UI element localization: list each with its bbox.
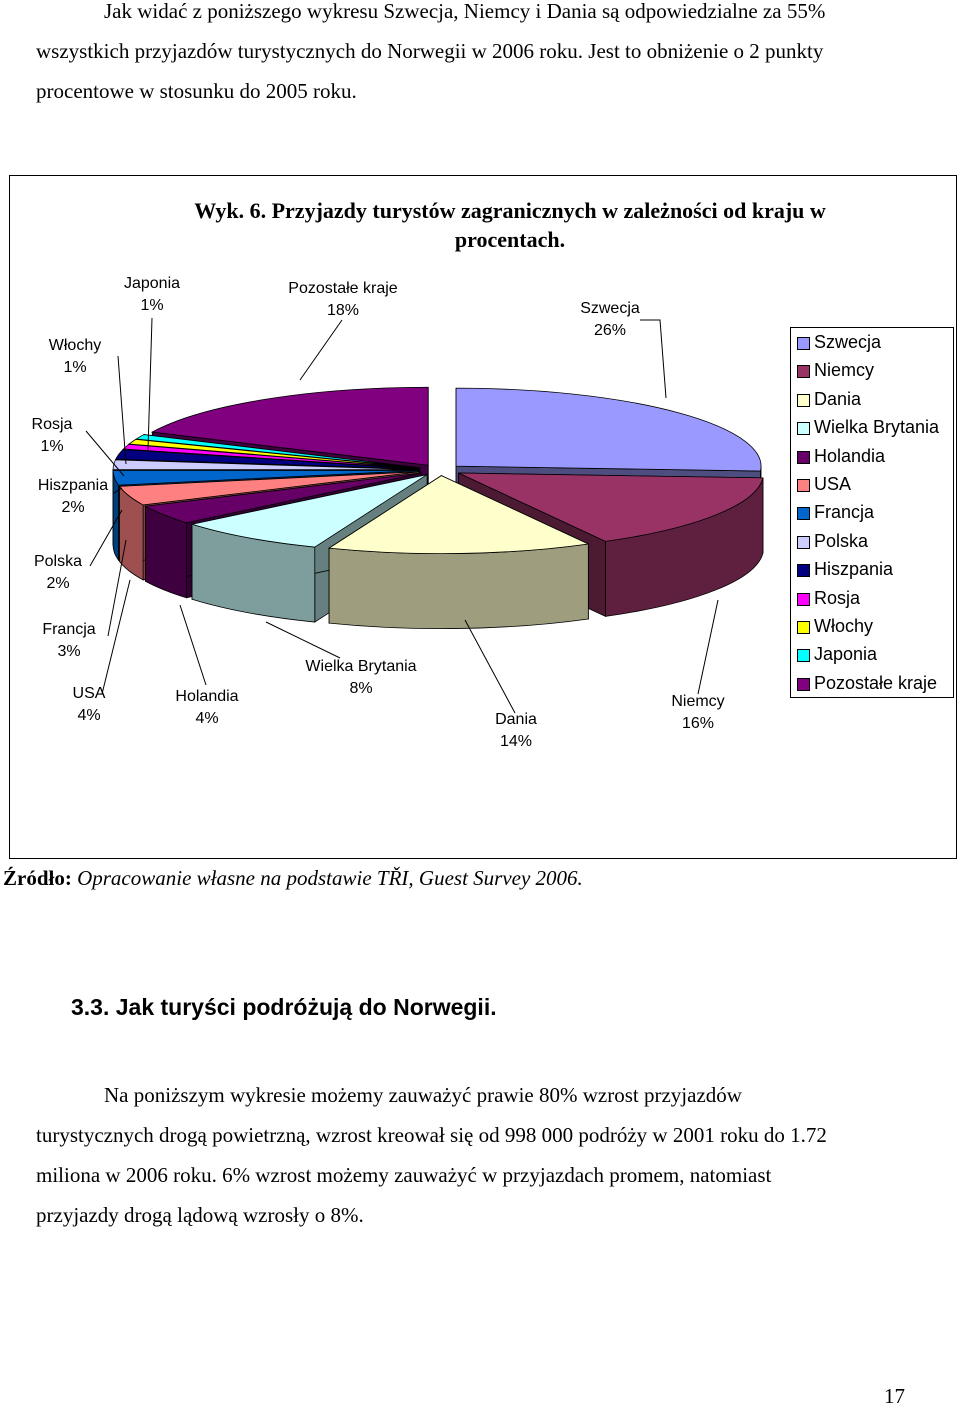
- legend-swatch: [797, 564, 810, 577]
- legend-swatch: [797, 536, 810, 549]
- pie-rim-dania: [329, 544, 588, 629]
- legend-swatch: [797, 451, 810, 464]
- label-holandia: Holandia 4%: [175, 688, 239, 727]
- source-note: [3, 866, 583, 891]
- leader-line-wlochy: [118, 356, 126, 464]
- label-hiszpania: Hiszpania 2%: [37, 477, 109, 516]
- legend-label: USA: [814, 474, 852, 494]
- legend-label: Japonia: [814, 644, 878, 665]
- source-prefix: Źródło:: [3, 866, 72, 890]
- legend-swatch: [797, 678, 810, 691]
- leader-line-holandia: [180, 605, 206, 685]
- label-japonia: Japonia 1%: [123, 275, 181, 314]
- legend-swatch: [797, 422, 810, 435]
- legend-label: Rosja: [814, 587, 861, 608]
- legend-swatch: [797, 507, 810, 520]
- legend-swatch: [797, 621, 810, 634]
- legend-swatch: [797, 394, 810, 407]
- label-niemcy: Niemcy 16%: [671, 693, 725, 732]
- legend-label: Wielka Brytania: [814, 417, 940, 438]
- leader-line-usa: [102, 580, 130, 694]
- legend-swatch: [797, 337, 810, 350]
- source-text: Opracowanie własne na podstawie TŘI, Guest Survey 2006.: [71, 866, 583, 890]
- legend-swatch: [797, 649, 810, 662]
- legend-label: Szwecja: [814, 332, 882, 352]
- intro-line: wszystkich przyjazdów turystycznych do Norwegii w 2006 roku. Jest to obniżenie o 2 punkty: [36, 39, 824, 63]
- body-line: przyjazdy drogą lądową wzrosły o 8%.: [36, 1203, 364, 1227]
- legend-label: Holandia: [814, 445, 886, 466]
- label-francja: Francja 3%: [42, 621, 96, 660]
- legend-label: Francja: [814, 502, 875, 523]
- leader-line-niemcy: [698, 600, 718, 694]
- section-heading: 3.3. Jak turyści podróżują do Norwegii.: [71, 994, 497, 1020]
- label-polska: Polska 2%: [33, 553, 83, 592]
- legend-label: Pozostałe kraje: [814, 672, 938, 693]
- leader-line-japonia: [148, 318, 152, 450]
- leader-line-wielka-brytania: [266, 622, 340, 658]
- legend-label: Włochy: [814, 616, 874, 636]
- legend-label: Dania: [814, 388, 862, 409]
- legend-label: Hiszpania: [814, 559, 894, 580]
- label-dania: Dania 14%: [495, 711, 537, 750]
- chart-title: Wyk. 6. Przyjazdy turystów zagranicznych w zależności od kraju w procentach.: [194, 198, 826, 252]
- legend-swatch: [797, 365, 810, 378]
- label-wielka-brytania: Wielka Brytania 8%: [305, 658, 417, 697]
- label-szwecja: Szwecja 26%: [580, 300, 640, 339]
- body-line: turystycznych drogą powietrzną, wzrost kreował się od 998 000 podróży w 2001 roku do 1.72: [36, 1123, 827, 1147]
- pie-slice-szwecja: [456, 388, 761, 471]
- legend-label: Niemcy: [814, 360, 875, 381]
- legend-label: Polska: [814, 530, 869, 551]
- body-line: Na poniższym wykresie możemy zauważyć prawie 80% wzrost przyjazdów: [104, 1083, 742, 1107]
- intro-line: procentowe w stosunku do 2005 roku.: [36, 79, 357, 103]
- intro-line: Jak widać z poniższego wykresu Szwecja, Niemcy i Dania są odpowiedzialne za 55%: [104, 0, 826, 23]
- leader-line-pozostale: [300, 320, 342, 380]
- chart-legend: [790, 327, 954, 698]
- label-pozostale-kraje: Pozostałe kraje 18%: [288, 280, 398, 319]
- legend-swatch: [797, 479, 810, 492]
- page-number: 17: [884, 1384, 905, 1408]
- body-line: miliona w 2006 roku. 6% wzrost możemy zauważyć w przyjazdach promem, natomiast: [36, 1163, 772, 1187]
- body-paragraph: [36, 1075, 908, 1235]
- legend-swatch: [797, 593, 810, 606]
- label-usa: USA 4%: [72, 685, 106, 724]
- leader-line-rosja: [86, 431, 124, 476]
- label-rosja: Rosja 1%: [31, 416, 73, 455]
- label-wlochy: Włochy 1%: [48, 337, 102, 376]
- leader-line-dania: [465, 620, 515, 713]
